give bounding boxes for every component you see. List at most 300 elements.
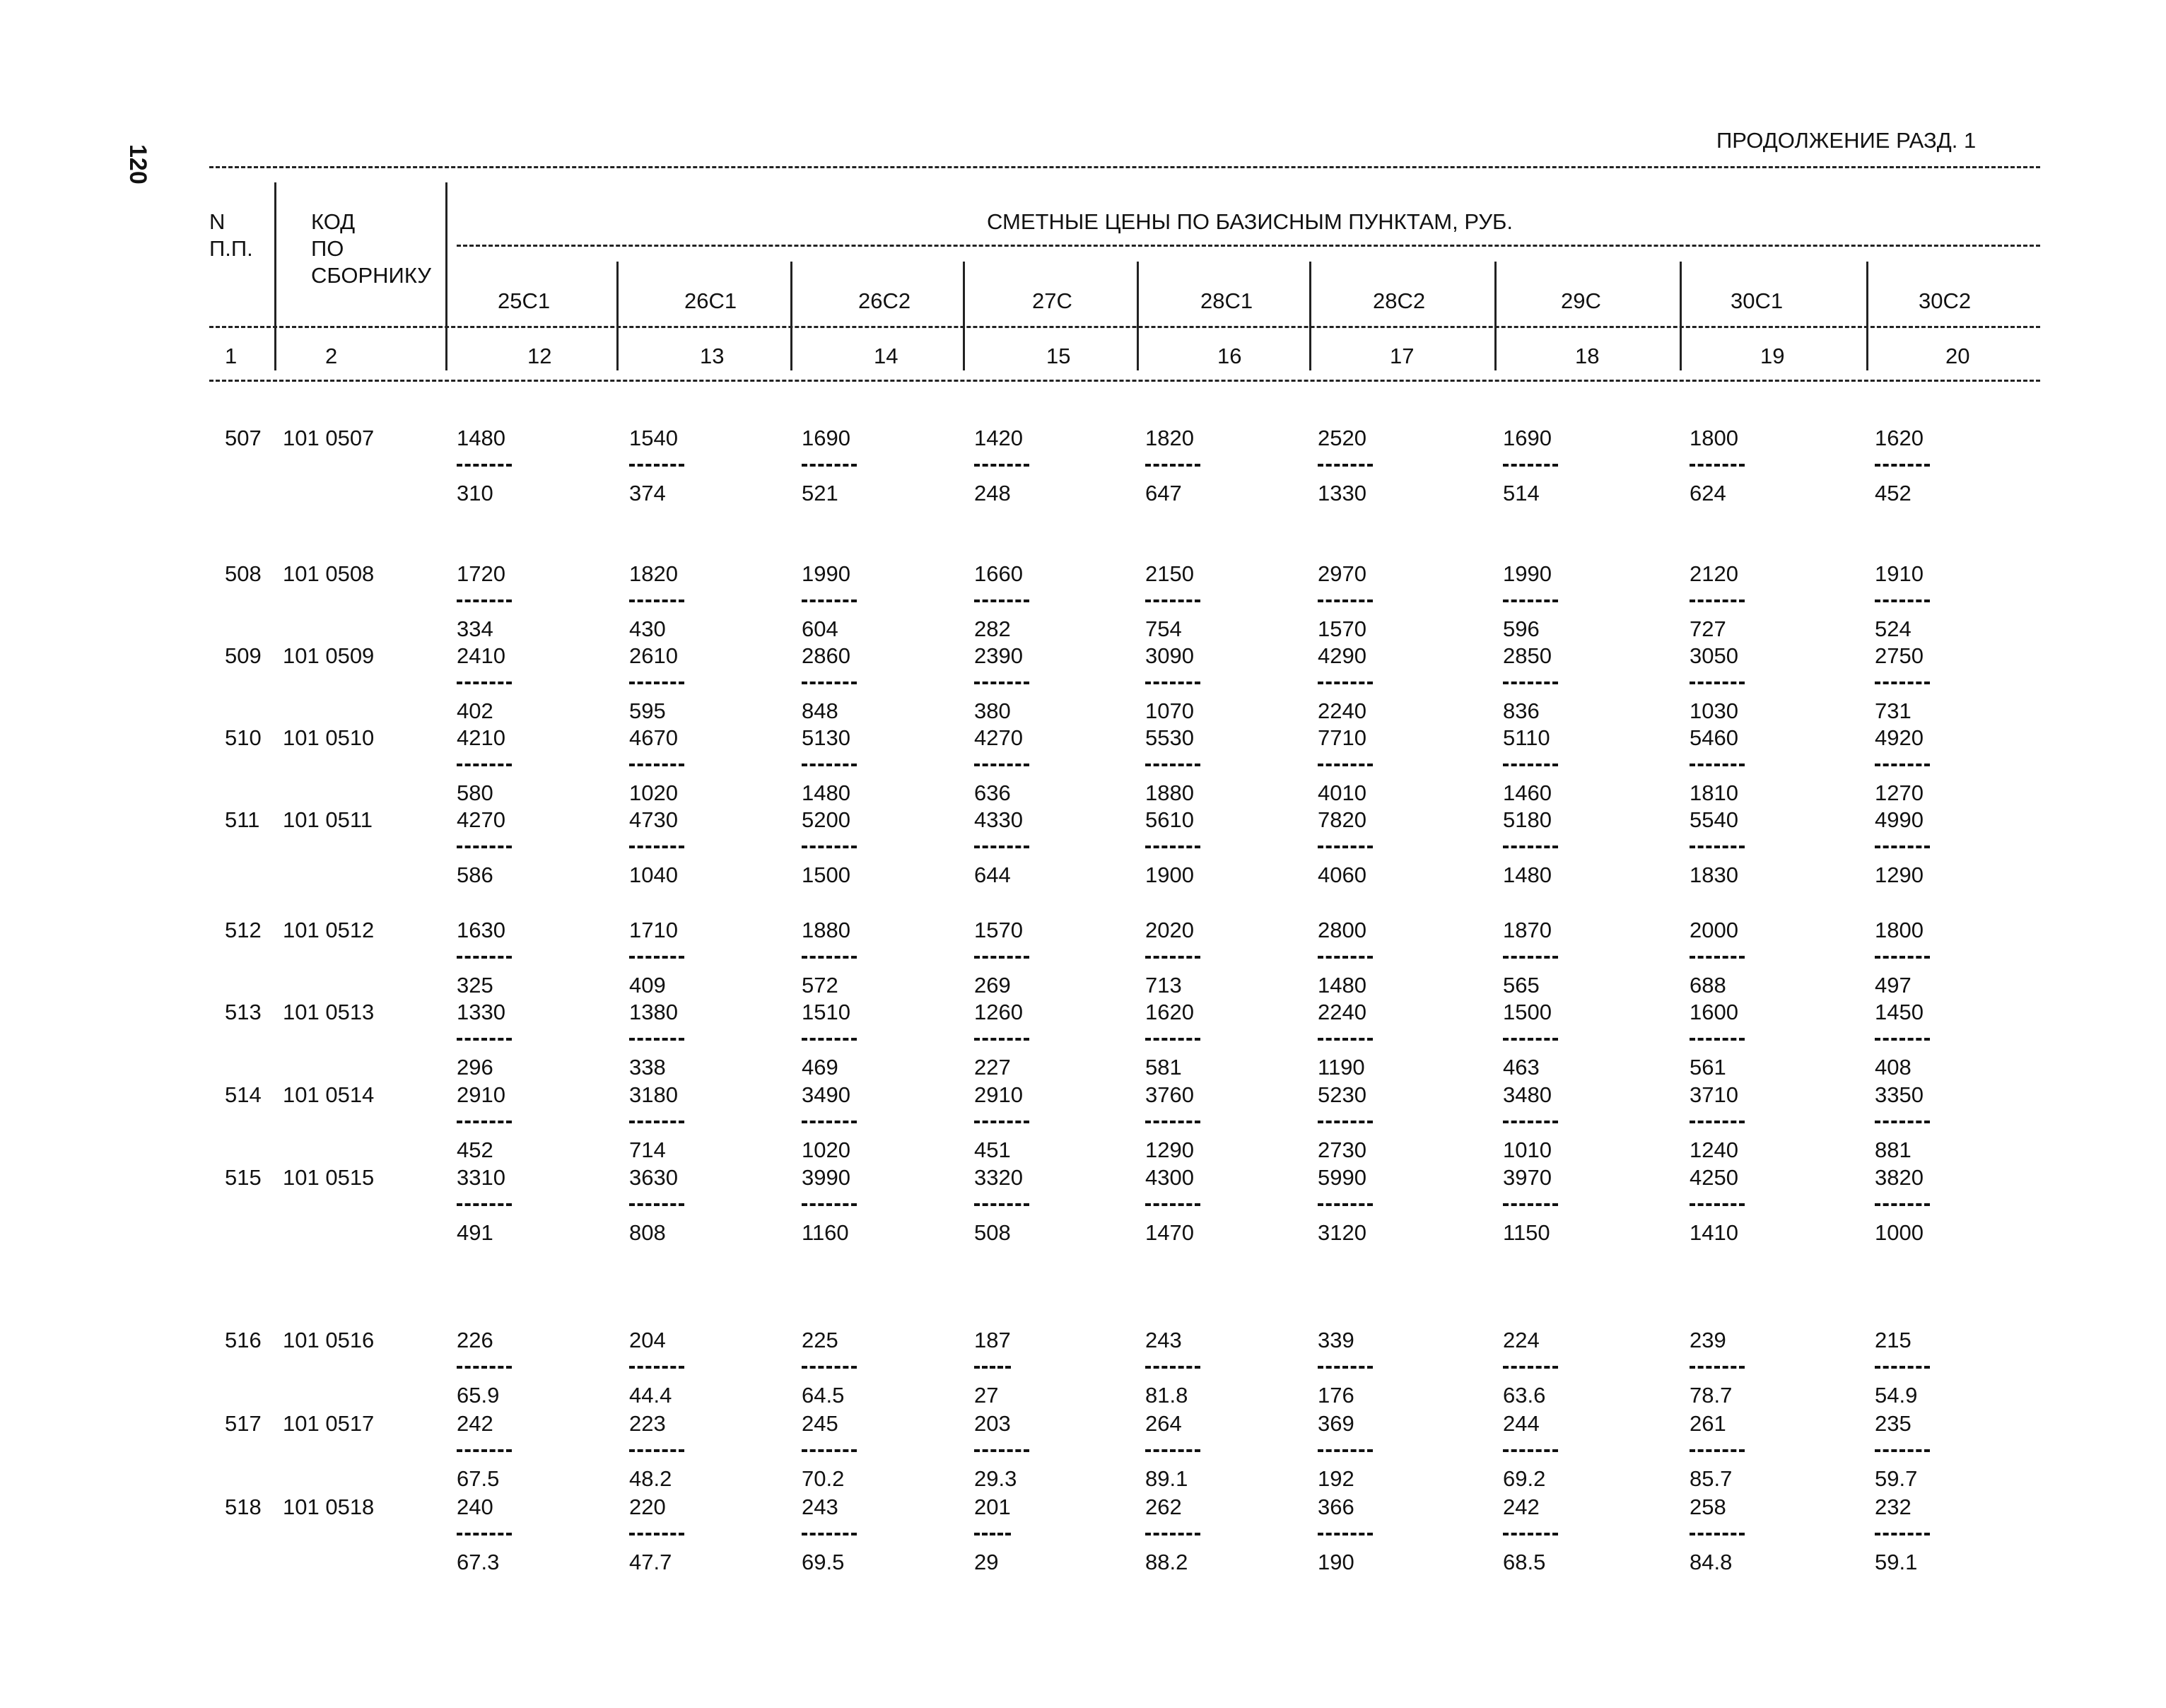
fraction-bar bbox=[1690, 1449, 1745, 1452]
price-bottom: 572 bbox=[802, 973, 838, 998]
price-bottom: 1470 bbox=[1145, 1220, 1194, 1245]
col-sep-2 bbox=[445, 182, 447, 370]
price-top: 215 bbox=[1875, 1328, 1912, 1352]
price-bottom: 409 bbox=[629, 973, 666, 998]
price-top: 1690 bbox=[1503, 426, 1552, 450]
price-top: 1990 bbox=[1503, 561, 1552, 586]
price-top: 5110 bbox=[1503, 725, 1550, 750]
price-top: 201 bbox=[974, 1494, 1011, 1519]
fraction-bar bbox=[457, 682, 512, 684]
price-top: 1540 bbox=[629, 426, 678, 450]
price-top: 5530 bbox=[1145, 725, 1194, 750]
price-top: 5180 bbox=[1503, 807, 1552, 832]
price-bottom: 81.8 bbox=[1145, 1383, 1188, 1408]
row-code: 101 0511 bbox=[283, 807, 373, 832]
price-top: 5610 bbox=[1145, 807, 1194, 832]
price-top: 1620 bbox=[1875, 426, 1924, 450]
price-bottom: 595 bbox=[629, 698, 666, 723]
price-bottom: 1410 bbox=[1690, 1220, 1738, 1245]
price-top: 2390 bbox=[974, 643, 1023, 668]
price-bottom: 54.9 bbox=[1875, 1383, 1918, 1408]
price-bottom: 1160 bbox=[802, 1220, 849, 1245]
price-bottom: 688 bbox=[1690, 973, 1726, 998]
price-top: 3760 bbox=[1145, 1082, 1194, 1107]
fraction-bar bbox=[1875, 1038, 1930, 1041]
price-top: 2610 bbox=[629, 643, 678, 668]
price-bottom: 85.7 bbox=[1690, 1466, 1733, 1491]
price-top: 1820 bbox=[629, 561, 678, 586]
row-number: 512 bbox=[225, 918, 262, 942]
fraction-bar bbox=[1875, 1121, 1930, 1123]
price-bottom: 4010 bbox=[1318, 780, 1366, 805]
fraction-bar bbox=[629, 1121, 684, 1123]
price-top: 7710 bbox=[1318, 725, 1366, 750]
row-number: 507 bbox=[225, 426, 262, 450]
fraction-bar bbox=[1875, 464, 1930, 467]
price-bottom: 70.2 bbox=[802, 1466, 845, 1491]
price-top: 1880 bbox=[802, 918, 850, 942]
fraction-bar bbox=[1875, 599, 1930, 602]
fraction-bar bbox=[1690, 1366, 1745, 1369]
price-bottom: 190 bbox=[1318, 1550, 1354, 1574]
fraction-bar bbox=[1318, 956, 1373, 959]
fraction-bar bbox=[974, 682, 1029, 684]
fraction-bar bbox=[1690, 1533, 1745, 1536]
price-top: 2520 bbox=[1318, 426, 1366, 450]
price-top: 3630 bbox=[629, 1165, 678, 1190]
price-top: 3180 bbox=[629, 1082, 678, 1107]
point-header: 26С1 bbox=[684, 288, 737, 313]
price-top: 262 bbox=[1145, 1494, 1182, 1519]
price-top: 232 bbox=[1875, 1494, 1912, 1519]
fraction-bar bbox=[1145, 1533, 1200, 1536]
fraction-bar bbox=[629, 682, 684, 684]
fraction-bar bbox=[802, 682, 857, 684]
price-bottom: 334 bbox=[457, 616, 493, 641]
price-bottom: 1330 bbox=[1318, 481, 1366, 505]
fraction-bar bbox=[629, 1533, 684, 1536]
price-bottom: 269 bbox=[974, 973, 1011, 998]
fraction-bar bbox=[974, 846, 1029, 848]
price-bottom: 310 bbox=[457, 481, 493, 505]
fraction-bar bbox=[1145, 956, 1200, 959]
row-code: 101 0509 bbox=[283, 643, 375, 668]
price-bottom: 3120 bbox=[1318, 1220, 1366, 1245]
price-bottom: 1240 bbox=[1690, 1137, 1738, 1162]
price-top: 3480 bbox=[1503, 1082, 1552, 1107]
price-top: 3710 bbox=[1690, 1082, 1738, 1107]
price-top: 4300 bbox=[1145, 1165, 1194, 1190]
fraction-bar bbox=[1875, 846, 1930, 848]
price-bottom: 1270 bbox=[1875, 780, 1924, 805]
price-top: 2860 bbox=[802, 643, 850, 668]
n-label: N bbox=[209, 209, 226, 234]
page-number: 120 bbox=[124, 144, 151, 185]
header-mid-rule bbox=[209, 326, 2040, 328]
row-code: 101 0508 bbox=[283, 561, 375, 586]
price-bottom: 836 bbox=[1503, 698, 1540, 723]
price-bottom: 47.7 bbox=[629, 1550, 672, 1574]
price-top: 203 bbox=[974, 1411, 1011, 1436]
price-bottom: 596 bbox=[1503, 616, 1540, 641]
price-bottom: 1290 bbox=[1875, 862, 1924, 887]
fraction-bar bbox=[802, 1366, 857, 1369]
header-bottom-rule bbox=[209, 380, 2040, 382]
price-top: 1690 bbox=[802, 426, 850, 450]
price-bottom: 69.2 bbox=[1503, 1466, 1546, 1491]
row-code: 101 0515 bbox=[283, 1165, 375, 1190]
price-top: 5540 bbox=[1690, 807, 1738, 832]
col-number: 2 bbox=[325, 344, 338, 368]
price-bottom: 176 bbox=[1318, 1383, 1354, 1408]
price-bottom: 604 bbox=[802, 616, 838, 641]
price-bottom: 1010 bbox=[1503, 1137, 1552, 1162]
price-top: 1720 bbox=[457, 561, 505, 586]
price-top: 239 bbox=[1690, 1328, 1726, 1352]
fraction-bar bbox=[1503, 1038, 1558, 1041]
price-top: 5990 bbox=[1318, 1165, 1366, 1190]
fraction-bar bbox=[974, 599, 1029, 602]
row-number: 513 bbox=[225, 1000, 262, 1024]
fraction-bar bbox=[1145, 1366, 1200, 1369]
fraction-bar bbox=[457, 846, 512, 848]
row-code: 101 0518 bbox=[283, 1494, 375, 1519]
price-bottom: 463 bbox=[1503, 1055, 1540, 1080]
price-top: 1260 bbox=[974, 1000, 1023, 1024]
price-top: 4730 bbox=[629, 807, 678, 832]
price-bottom: 1460 bbox=[1503, 780, 1552, 805]
fraction-bar bbox=[1690, 1121, 1745, 1123]
fraction-bar bbox=[802, 1449, 857, 1452]
price-top: 4290 bbox=[1318, 643, 1366, 668]
price-top: 2970 bbox=[1318, 561, 1366, 586]
price-top: 4990 bbox=[1875, 807, 1924, 832]
price-top: 258 bbox=[1690, 1494, 1726, 1519]
price-top: 244 bbox=[1503, 1411, 1540, 1436]
price-bottom: 647 bbox=[1145, 481, 1182, 505]
price-bottom: 1830 bbox=[1690, 862, 1738, 887]
price-top: 235 bbox=[1875, 1411, 1912, 1436]
row-code: 101 0510 bbox=[283, 725, 375, 750]
price-bottom: 44.4 bbox=[629, 1383, 672, 1408]
price-top: 1570 bbox=[974, 918, 1023, 942]
price-bottom: 491 bbox=[457, 1220, 493, 1245]
fraction-bar bbox=[802, 1533, 857, 1536]
price-top: 1870 bbox=[1503, 918, 1552, 942]
fraction-bar bbox=[1318, 1533, 1373, 1536]
fraction-bar bbox=[1690, 464, 1745, 467]
fraction-bar bbox=[974, 1366, 1011, 1369]
col-sep-7 bbox=[1309, 262, 1311, 370]
fraction-bar bbox=[974, 1121, 1029, 1123]
fraction-bar bbox=[1145, 682, 1200, 684]
col-number: 18 bbox=[1575, 344, 1600, 368]
price-bottom: 59.1 bbox=[1875, 1550, 1918, 1574]
price-top: 2750 bbox=[1875, 643, 1924, 668]
fraction-bar bbox=[629, 1038, 684, 1041]
fraction-bar bbox=[1503, 764, 1558, 766]
price-top: 261 bbox=[1690, 1411, 1726, 1436]
price-bottom: 63.6 bbox=[1503, 1383, 1546, 1408]
price-bottom: 451 bbox=[974, 1137, 1011, 1162]
fraction-bar bbox=[1503, 1366, 1558, 1369]
col-number: 20 bbox=[1945, 344, 1970, 368]
price-bottom: 1030 bbox=[1690, 698, 1738, 723]
fraction-bar bbox=[457, 1121, 512, 1123]
price-top: 264 bbox=[1145, 1411, 1182, 1436]
price-top: 1800 bbox=[1875, 918, 1924, 942]
price-bottom: 65.9 bbox=[457, 1383, 500, 1408]
price-bottom: 48.2 bbox=[629, 1466, 672, 1491]
price-top: 242 bbox=[1503, 1494, 1540, 1519]
price-bottom: 64.5 bbox=[802, 1383, 845, 1408]
price-bottom: 89.1 bbox=[1145, 1466, 1188, 1491]
price-bottom: 1900 bbox=[1145, 862, 1194, 887]
price-bottom: 561 bbox=[1690, 1055, 1726, 1080]
price-top: 4210 bbox=[457, 725, 505, 750]
col-number: 15 bbox=[1046, 344, 1071, 368]
col-sep-10 bbox=[1866, 262, 1868, 370]
fraction-bar bbox=[1690, 682, 1745, 684]
price-bottom: 624 bbox=[1690, 481, 1726, 505]
price-bottom: 636 bbox=[974, 780, 1011, 805]
col-sep-8 bbox=[1494, 262, 1497, 370]
price-bottom: 29.3 bbox=[974, 1466, 1017, 1491]
prices-title-rule bbox=[457, 245, 2040, 247]
col-number: 1 bbox=[225, 344, 238, 368]
fraction-bar bbox=[1503, 1533, 1558, 1536]
fraction-bar bbox=[1875, 1366, 1930, 1369]
row-number: 518 bbox=[225, 1494, 262, 1519]
col-sep-1 bbox=[274, 182, 276, 370]
row-number: 516 bbox=[225, 1328, 262, 1352]
row-number: 510 bbox=[225, 725, 262, 750]
fraction-bar bbox=[1503, 1121, 1558, 1123]
price-bottom: 580 bbox=[457, 780, 493, 805]
fraction-bar bbox=[1318, 764, 1373, 766]
price-bottom: 325 bbox=[457, 973, 493, 998]
price-bottom: 1480 bbox=[802, 780, 850, 805]
price-bottom: 402 bbox=[457, 698, 493, 723]
price-top: 1910 bbox=[1875, 561, 1924, 586]
fraction-bar bbox=[1503, 464, 1558, 467]
price-top: 3970 bbox=[1503, 1165, 1552, 1190]
price-top: 1600 bbox=[1690, 1000, 1738, 1024]
price-bottom: 1880 bbox=[1145, 780, 1194, 805]
price-bottom: 4060 bbox=[1318, 862, 1366, 887]
fraction-bar bbox=[802, 1121, 857, 1123]
price-bottom: 497 bbox=[1875, 973, 1912, 998]
col-sep-6 bbox=[1137, 262, 1139, 370]
price-bottom: 296 bbox=[457, 1055, 493, 1080]
price-bottom: 644 bbox=[974, 862, 1011, 887]
price-top: 1330 bbox=[457, 1000, 505, 1024]
fraction-bar bbox=[457, 599, 512, 602]
price-top: 1420 bbox=[974, 426, 1023, 450]
price-bottom: 59.7 bbox=[1875, 1466, 1918, 1491]
fraction-bar bbox=[629, 1449, 684, 1452]
price-bottom: 192 bbox=[1318, 1466, 1354, 1491]
price-bottom: 452 bbox=[1875, 481, 1912, 505]
price-top: 5230 bbox=[1318, 1082, 1366, 1107]
fraction-bar bbox=[1145, 464, 1200, 467]
fraction-bar bbox=[1318, 1449, 1373, 1452]
fraction-bar bbox=[629, 764, 684, 766]
fraction-bar bbox=[1875, 1533, 1930, 1536]
price-top: 2120 bbox=[1690, 561, 1738, 586]
fraction-bar bbox=[457, 1203, 512, 1206]
fraction-bar bbox=[457, 956, 512, 959]
price-top: 226 bbox=[457, 1328, 493, 1352]
col-number: 12 bbox=[527, 344, 552, 368]
price-bottom: 84.8 bbox=[1690, 1550, 1733, 1574]
price-bottom: 408 bbox=[1875, 1055, 1912, 1080]
point-header: 29С bbox=[1561, 288, 1601, 313]
price-top: 3050 bbox=[1690, 643, 1738, 668]
price-top: 2020 bbox=[1145, 918, 1194, 942]
price-bottom: 731 bbox=[1875, 698, 1912, 723]
price-top: 1990 bbox=[802, 561, 850, 586]
price-top: 4250 bbox=[1690, 1165, 1738, 1190]
price-bottom: 713 bbox=[1145, 973, 1182, 998]
price-top: 240 bbox=[457, 1494, 493, 1519]
price-bottom: 67.3 bbox=[457, 1550, 500, 1574]
price-bottom: 69.5 bbox=[802, 1550, 845, 1574]
fraction-bar bbox=[1145, 1038, 1200, 1041]
col-sep-4 bbox=[790, 262, 792, 370]
price-bottom: 27 bbox=[974, 1383, 999, 1408]
price-top: 4270 bbox=[457, 807, 505, 832]
price-top: 1800 bbox=[1690, 426, 1738, 450]
price-top: 4270 bbox=[974, 725, 1023, 750]
price-bottom: 29 bbox=[974, 1550, 999, 1574]
price-bottom: 524 bbox=[1875, 616, 1912, 641]
fraction-bar bbox=[974, 956, 1029, 959]
fraction-bar bbox=[802, 956, 857, 959]
price-top: 3320 bbox=[974, 1165, 1023, 1190]
price-bottom: 452 bbox=[457, 1137, 493, 1162]
price-top: 3490 bbox=[802, 1082, 850, 1107]
price-bottom: 521 bbox=[802, 481, 838, 505]
fraction-bar bbox=[974, 764, 1029, 766]
price-top: 1480 bbox=[457, 426, 505, 450]
price-bottom: 88.2 bbox=[1145, 1550, 1188, 1574]
price-bottom: 227 bbox=[974, 1055, 1011, 1080]
price-bottom: 68.5 bbox=[1503, 1550, 1546, 1574]
price-top: 4670 bbox=[629, 725, 678, 750]
row-code: 101 0517 bbox=[283, 1411, 375, 1436]
fraction-bar bbox=[1503, 682, 1558, 684]
price-top: 2240 bbox=[1318, 1000, 1366, 1024]
price-top: 5130 bbox=[802, 725, 850, 750]
price-bottom: 67.5 bbox=[457, 1466, 500, 1491]
price-bottom: 1810 bbox=[1690, 780, 1738, 805]
price-top: 223 bbox=[629, 1411, 666, 1436]
fraction-bar bbox=[457, 464, 512, 467]
price-top: 1500 bbox=[1503, 1000, 1552, 1024]
fraction-bar bbox=[1503, 1203, 1558, 1206]
fraction-bar bbox=[1145, 1121, 1200, 1123]
fraction-bar bbox=[457, 1366, 512, 1369]
price-top: 243 bbox=[1145, 1328, 1182, 1352]
fraction-bar bbox=[1318, 1121, 1373, 1123]
price-bottom: 374 bbox=[629, 481, 666, 505]
fraction-bar bbox=[802, 764, 857, 766]
price-bottom: 714 bbox=[629, 1137, 666, 1162]
price-top: 5200 bbox=[802, 807, 850, 832]
point-header: 30С2 bbox=[1919, 288, 1972, 313]
fraction-bar bbox=[802, 1038, 857, 1041]
price-bottom: 514 bbox=[1503, 481, 1540, 505]
fraction-bar bbox=[1318, 682, 1373, 684]
row-code: 101 0514 bbox=[283, 1082, 375, 1107]
price-top: 369 bbox=[1318, 1411, 1354, 1436]
col-number: 17 bbox=[1390, 344, 1415, 368]
pp-label: П.П. bbox=[209, 236, 253, 261]
point-header: 27С bbox=[1032, 288, 1072, 313]
fraction-bar bbox=[802, 464, 857, 467]
price-top: 242 bbox=[457, 1411, 493, 1436]
price-top: 2850 bbox=[1503, 643, 1552, 668]
fraction-bar bbox=[1145, 1203, 1200, 1206]
fraction-bar bbox=[629, 1203, 684, 1206]
fraction-bar bbox=[1318, 599, 1373, 602]
price-top: 1510 bbox=[802, 1000, 850, 1024]
col-number: 14 bbox=[874, 344, 898, 368]
price-bottom: 808 bbox=[629, 1220, 666, 1245]
fraction-bar bbox=[629, 1366, 684, 1369]
fraction-bar bbox=[1503, 1449, 1558, 1452]
price-bottom: 430 bbox=[629, 616, 666, 641]
price-bottom: 754 bbox=[1145, 616, 1182, 641]
price-top: 4330 bbox=[974, 807, 1023, 832]
price-bottom: 881 bbox=[1875, 1137, 1912, 1162]
price-top: 2910 bbox=[974, 1082, 1023, 1107]
price-top: 3350 bbox=[1875, 1082, 1924, 1107]
code-label-3: СБОРНИКУ bbox=[311, 263, 431, 288]
fraction-bar bbox=[457, 1449, 512, 1452]
price-bottom: 508 bbox=[974, 1220, 1011, 1245]
point-header: 28С2 bbox=[1373, 288, 1426, 313]
price-top: 7820 bbox=[1318, 807, 1366, 832]
fraction-bar bbox=[1875, 682, 1930, 684]
fraction-bar bbox=[1690, 956, 1745, 959]
price-top: 1710 bbox=[629, 918, 678, 942]
price-bottom: 1500 bbox=[802, 862, 850, 887]
price-bottom: 2730 bbox=[1318, 1137, 1366, 1162]
price-top: 245 bbox=[802, 1411, 838, 1436]
row-number: 517 bbox=[225, 1411, 262, 1436]
row-number: 509 bbox=[225, 643, 262, 668]
price-bottom: 380 bbox=[974, 698, 1011, 723]
price-top: 1660 bbox=[974, 561, 1023, 586]
fraction-bar bbox=[1690, 764, 1745, 766]
fraction-bar bbox=[1503, 599, 1558, 602]
price-top: 243 bbox=[802, 1494, 838, 1519]
fraction-bar bbox=[1318, 1038, 1373, 1041]
price-bottom: 586 bbox=[457, 862, 493, 887]
price-top: 2910 bbox=[457, 1082, 505, 1107]
price-bottom: 1150 bbox=[1503, 1220, 1550, 1245]
fraction-bar bbox=[457, 1038, 512, 1041]
price-bottom: 1480 bbox=[1503, 862, 1552, 887]
price-top: 1620 bbox=[1145, 1000, 1194, 1024]
fraction-bar bbox=[629, 599, 684, 602]
price-top: 2800 bbox=[1318, 918, 1366, 942]
fraction-bar bbox=[974, 1038, 1029, 1041]
fraction-bar bbox=[1875, 1449, 1930, 1452]
point-header: 28С1 bbox=[1200, 288, 1253, 313]
